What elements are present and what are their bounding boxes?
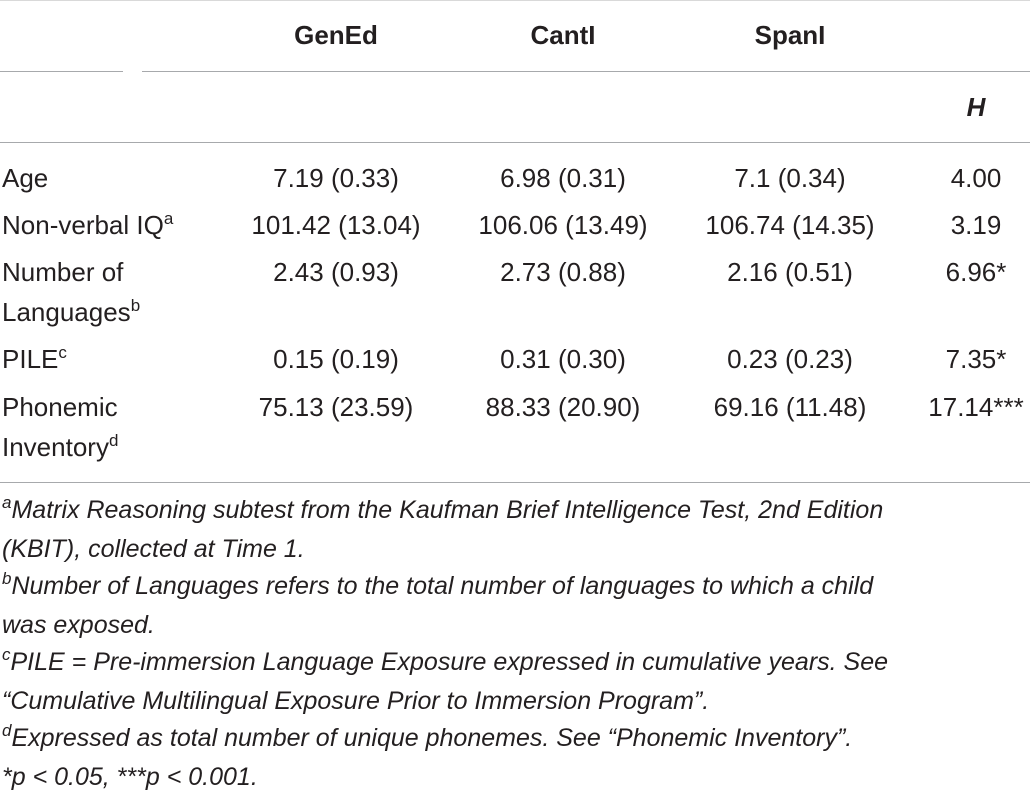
row-label-number-of-languages: Number of Languages$^b$ bbox=[2, 257, 141, 327]
cell-age-spani: 7.1 (0.34) bbox=[734, 163, 846, 193]
cell-phon-spani: 69.16 (11.48) bbox=[713, 392, 867, 422]
cell-langs-canti: 2.73 (0.88) bbox=[500, 257, 626, 287]
cell-phon-canti: 88.33 (20.90) bbox=[485, 392, 641, 422]
header-spani: SpanI bbox=[754, 20, 826, 50]
footnote-marker: b bbox=[130, 296, 141, 315]
footnote-c: $^c$PILE = Pre-immersion Language Exposure expressed in cumulative years. See bbox=[2, 645, 889, 676]
footnote-a-cont: (KBIT), collected at Time 1. bbox=[2, 535, 305, 563]
row-label-pile: PILE$^c$ bbox=[2, 343, 67, 374]
footnote-c-cont: “Cumulative Multilingual Exposure Prior to Immersion Program”. bbox=[2, 687, 710, 715]
cell-iq-h: 3.19 bbox=[950, 210, 1002, 240]
row-label-age: Age bbox=[2, 163, 49, 193]
cell-age-canti: 6.98 (0.31) bbox=[500, 163, 626, 193]
footnote-a: $^a$Matrix Reasoning subtest from the Kaufman Brief Intelligence Test, 2nd Edition bbox=[2, 493, 884, 524]
footnotes bbox=[2, 492, 1028, 796]
top-rule bbox=[0, 0, 1030, 1]
footnote-marker: c bbox=[58, 343, 67, 362]
footnote-b: $^b$Number of Languages refers to the total number of languages to which a child bbox=[2, 569, 874, 600]
cell-langs-gened: 2.43 (0.93) bbox=[273, 257, 399, 287]
cell-iq-spani: 106.74 (14.35) bbox=[705, 210, 875, 240]
footnote-marker: d bbox=[108, 431, 119, 450]
row-label-phonemic-inventory: Phonemic Inventory$^d$ bbox=[2, 392, 119, 462]
footnote-significance: *p < 0.05, ***p < 0.001. bbox=[2, 763, 258, 791]
header-gened: GenEd bbox=[294, 20, 378, 50]
subheader-rule bbox=[0, 142, 1030, 143]
cell-pile-h: 7.35* bbox=[945, 344, 1007, 374]
header-rule-right bbox=[142, 71, 1030, 72]
cell-iq-gened: 101.42 (13.04) bbox=[251, 210, 421, 240]
cell-age-gened: 7.19 (0.33) bbox=[273, 163, 399, 193]
cell-langs-spani: 2.16 (0.51) bbox=[727, 257, 853, 287]
header-canti: CantI bbox=[530, 20, 596, 50]
cell-iq-canti: 106.06 (13.49) bbox=[478, 210, 648, 240]
cell-pile-canti: 0.31 (0.30) bbox=[500, 344, 626, 374]
footnote-b-cont: was exposed. bbox=[2, 611, 155, 639]
row-label-nonverbal-iq: Non-verbal $IQ^a$ bbox=[2, 209, 174, 240]
footnote-d: $^d$Expressed as total number of unique phonemes. See “Phonemic Inventory”. bbox=[2, 721, 853, 752]
cell-pile-gened: 0.15 (0.19) bbox=[273, 344, 399, 374]
footnote-marker: a bbox=[163, 209, 174, 228]
cell-pile-spani: 0.23 (0.23) bbox=[727, 344, 853, 374]
cell-phon-h: 17.14*** bbox=[928, 392, 1024, 422]
cell-langs-h: 6.96* bbox=[945, 257, 1007, 287]
cell-age-h: 4.00 bbox=[950, 163, 1002, 193]
table-bottom-rule bbox=[0, 482, 1030, 483]
cell-phon-gened: 75.13 (23.59) bbox=[258, 392, 414, 422]
header-h: H bbox=[966, 92, 986, 122]
header-rule-left bbox=[0, 71, 123, 72]
